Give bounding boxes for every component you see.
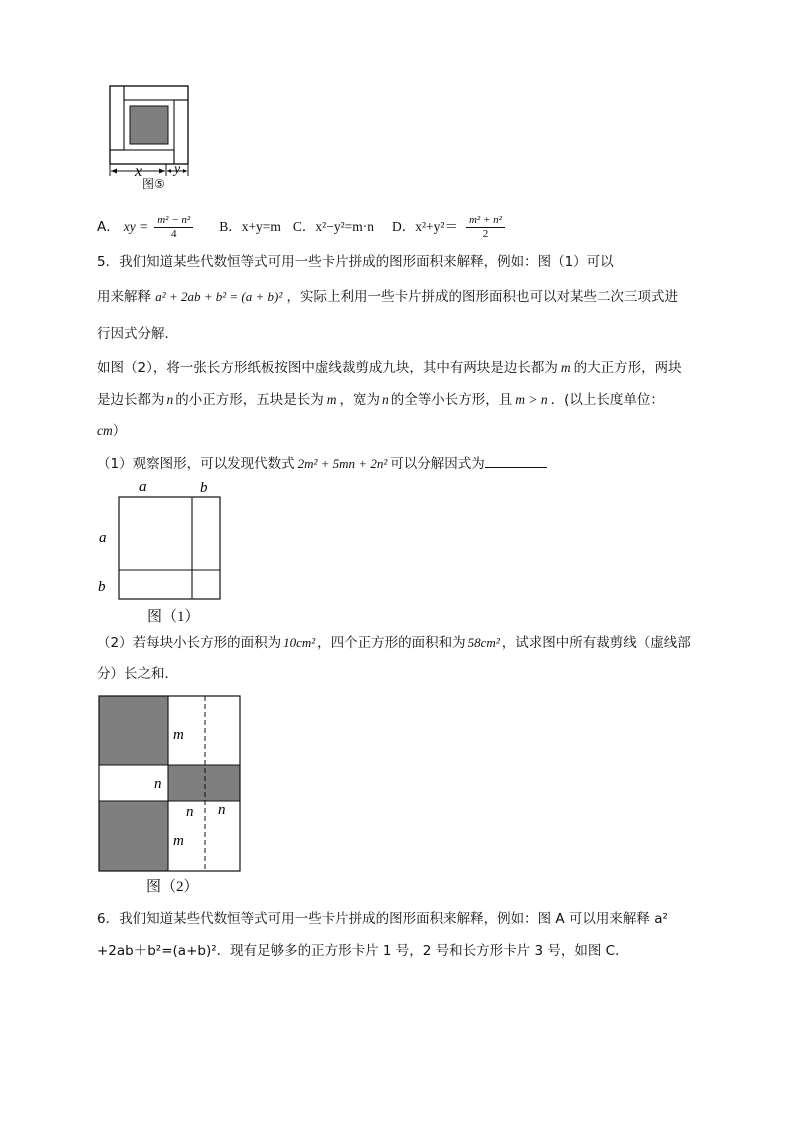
q5-line5-text-c: ，宽为 xyxy=(339,392,380,408)
q4-options xyxy=(97,212,505,242)
option-a-fraction xyxy=(154,214,193,241)
q5-inequality: m > n xyxy=(515,392,548,407)
figure-1 xyxy=(92,475,232,601)
option-a-denominator: 4 xyxy=(170,227,177,240)
option-d-lhs: D．x²+y²＝ xyxy=(392,219,458,234)
q5-part2-text-a: （2）若每块小长方形的面积为 xyxy=(97,635,282,651)
q5-var-m-2: m xyxy=(326,392,337,407)
q5-part1-pre: （1）观察图形，可以发现代数式 xyxy=(97,456,295,472)
q5-part1-post: 可以分解因式为 xyxy=(390,456,485,472)
fig5-center-square xyxy=(130,106,168,144)
q5-line5-text-a: 是边长都为 xyxy=(97,392,165,408)
q5-part2 xyxy=(97,633,691,653)
fig2-big-square-top xyxy=(99,696,168,765)
q5-line4-text-b: 的大正方形，两块 xyxy=(573,360,682,376)
option-d-numerator: m² + n² xyxy=(466,214,505,228)
q5-line5-text-b: 的小正方形，五块是长为 xyxy=(175,392,324,408)
q5-line2-pre: 用来解释 xyxy=(97,289,151,305)
option-c: C．x²−y²=m·n xyxy=(292,219,374,234)
q5-line4 xyxy=(97,358,682,378)
q5-part1-expression: 2m² + 5mn + 2n² xyxy=(297,456,388,471)
q5-line2 xyxy=(97,287,678,307)
q5-line3: 行因式分解． xyxy=(97,326,178,342)
option-d-fraction xyxy=(466,214,505,241)
q5-identity-formula: a² + 2ab + b² = (a + b)² xyxy=(155,289,283,304)
option-a-numerator: m² − n² xyxy=(154,214,193,228)
q5-line2-post: ，实际上利用一些卡片拼成的图形面积也可以对某些二次三项式进 xyxy=(286,289,679,305)
option-b: B．x+y=m xyxy=(219,219,281,234)
option-a-lhs: xy = xyxy=(123,219,149,234)
fig1-outer-square xyxy=(119,497,220,599)
q5-var-n-2: n xyxy=(382,392,389,407)
fig2-label-n-right: n xyxy=(218,802,226,818)
option-d-denominator: 2 xyxy=(482,227,489,240)
fig1-caption: 图（1） xyxy=(147,609,200,625)
fig2-big-square-bottom xyxy=(99,801,168,871)
q5-part2-line2: 分）长之和． xyxy=(97,666,178,682)
fig2-label-n-left: n xyxy=(154,776,162,792)
q5-line5-text-e: ．(以上长度单位： xyxy=(550,392,664,408)
option-a-label: A． xyxy=(97,219,120,235)
q5-part2-text-b: ，四个正方形的面积和为 xyxy=(317,635,466,651)
fig1-top-b: b xyxy=(200,480,208,496)
q5-line5 xyxy=(97,390,664,410)
q5-unit-cm: cm xyxy=(97,423,113,438)
q5-line5-text-d: 的全等小长方形，且 xyxy=(390,392,513,408)
fig1-left-b: b xyxy=(98,579,106,595)
fig1-left-a: a xyxy=(99,530,107,546)
fig5-bottom-strip xyxy=(110,150,174,164)
q5-var-m: m xyxy=(560,360,571,375)
q5-line6 xyxy=(97,421,126,441)
fig2-caption: 图（2） xyxy=(146,879,199,895)
q5-part2-area: 10cm² xyxy=(283,635,316,650)
fig5-x-label: x xyxy=(135,163,143,180)
q5-line1: 5．我们知道某些代数恒等式可用一些卡片拼成的图形面积来解释，例如：图（1）可以 xyxy=(97,254,614,270)
q5-var-n: n xyxy=(166,392,174,407)
fig1-top-a: a xyxy=(139,479,147,495)
q5-part1 xyxy=(97,454,547,474)
q6-line2: +2ab＋b²=(a+b)²．现有足够多的正方形卡片 1 号，2 号和长方形卡片 3 号，如图 C． xyxy=(97,943,629,959)
fig2-label-m-bottom: m xyxy=(173,833,184,849)
fig5-y-label: y xyxy=(174,162,181,177)
q6-line1: 6．我们知道某些代数恒等式可用一些卡片拼成的图形面积来解释，例如：图 A 可以用来解释 a² xyxy=(97,911,668,927)
fig2-label-n-bottom: n xyxy=(186,804,194,820)
q5-line4-text-a: 如图（2），将一张长方形纸板按图中虚线裁剪成九块，其中有两块是边长都为 xyxy=(97,360,558,376)
fig5-left-strip xyxy=(110,86,124,150)
fig2-small-square-middle xyxy=(168,765,240,801)
fig5-right-strip xyxy=(174,100,188,164)
fig5-caption: 图⑤ xyxy=(142,177,165,191)
answer-blank xyxy=(485,454,547,468)
fig5-top-strip xyxy=(124,86,188,100)
figure-2 xyxy=(98,695,244,873)
q5-line6-close: ） xyxy=(112,423,127,439)
q5-part2-text-c: ，试求图中所有裁剪线（虚线部 xyxy=(501,635,691,651)
q5-part2-sum: 58cm² xyxy=(467,635,500,650)
fig2-label-m-top: m xyxy=(173,727,184,743)
